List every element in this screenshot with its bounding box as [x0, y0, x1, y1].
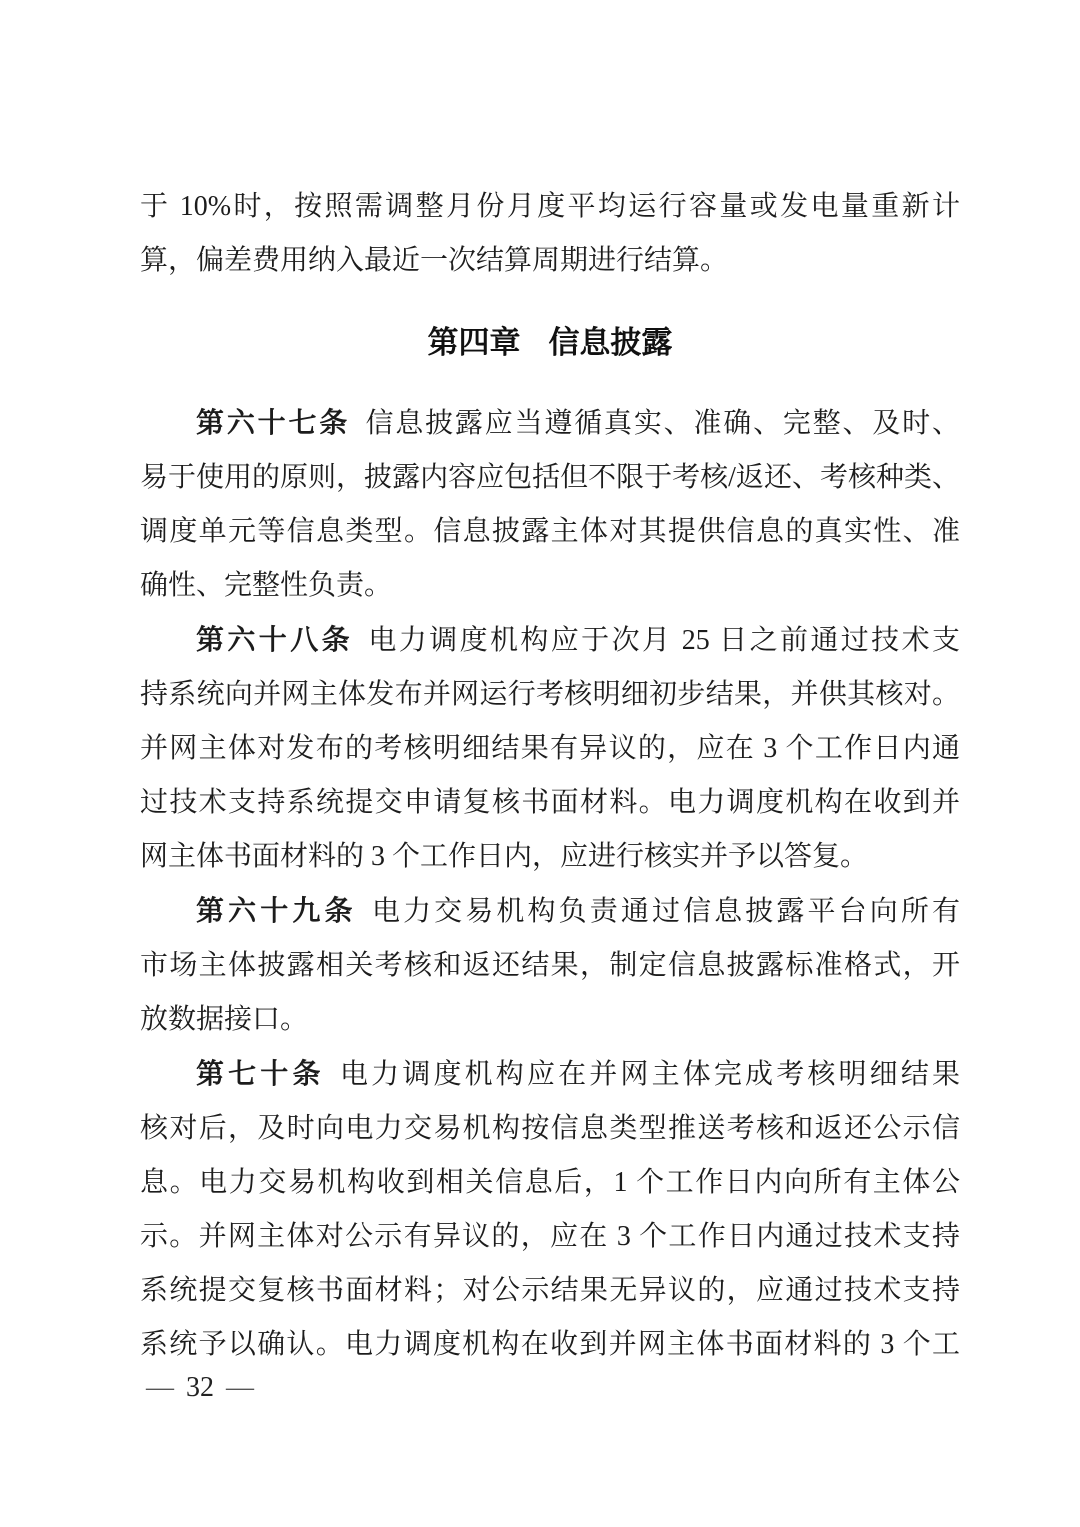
- line-text: 电力调度机构应在并网主体完成考核明细结果: [340, 1059, 960, 1090]
- chapter-heading: [140, 316, 960, 370]
- chapter-title: 信息披露: [548, 325, 673, 360]
- text-line: [140, 234, 960, 288]
- line-text: 息。电力交易机构收到相关信息后，1 个工作日内向所有主体公: [140, 1167, 960, 1198]
- text-line: [140, 559, 960, 613]
- line-text: 系统予以确认。电力调度机构在收到并网主体书面材料的 3 个工: [140, 1329, 960, 1360]
- line-text: 于 10%时，按照需调整月份月度平均运行容量或发电量重新计: [140, 191, 960, 222]
- article-number: 第六十八条: [196, 624, 353, 655]
- article-number: 第六十七条: [196, 407, 351, 438]
- text-line: [140, 939, 960, 993]
- page-footer: [146, 1366, 254, 1410]
- line-text: 市场主体披露相关考核和返还结果，制定信息披露标准格式，开: [140, 950, 960, 981]
- text-line: [140, 668, 960, 722]
- text-line: [140, 505, 960, 559]
- text-line: [140, 1047, 960, 1102]
- article-number: 第七十条: [196, 1058, 325, 1089]
- line-text: 放数据接口。: [140, 1004, 309, 1035]
- text-line: [140, 830, 960, 884]
- text-line: [140, 1156, 960, 1210]
- text-line: [140, 1264, 960, 1318]
- page-number: 32: [186, 1372, 214, 1403]
- line-text: 核对后，及时向电力交易机构按信息类型推送考核和返还公示信: [140, 1113, 960, 1144]
- text-line: [140, 1318, 960, 1372]
- line-text: 持系统向并网主体发布并网运行考核明细初步结果，并供其核对。: [140, 679, 960, 710]
- footer-dash-right: —: [226, 1372, 254, 1403]
- text-line: [140, 1102, 960, 1156]
- text-line: [140, 776, 960, 830]
- text-line: [140, 396, 960, 451]
- text-line: [140, 451, 960, 505]
- chapter-number: 第四章: [427, 325, 521, 360]
- line-text: 调度单元等信息类型。信息披露主体对其提供信息的真实性、准: [140, 516, 960, 547]
- line-text: 并网主体对发布的考核明细结果有异议的，应在 3 个工作日内通: [140, 733, 960, 764]
- line-text: 确性、完整性负责。: [140, 570, 393, 601]
- article-number: 第六十九条: [196, 895, 357, 926]
- footer-dash-left: —: [146, 1372, 174, 1403]
- text-line: [140, 1210, 960, 1264]
- line-text: 易于使用的原则，披露内容应包括但不限于考核/返还、考核种类、: [140, 462, 960, 493]
- line-text: 过技术支持系统提交申请复核书面材料。电力调度机构在收到并: [140, 787, 960, 818]
- line-text: 示。并网主体对公示有异议的，应在 3 个工作日内通过技术支持: [140, 1221, 960, 1252]
- line-text: 电力交易机构负责通过信息披露平台向所有: [371, 896, 960, 927]
- text-line: [140, 993, 960, 1047]
- line-text: 电力调度机构应于次月 25 日之前通过技术支: [368, 625, 960, 656]
- line-text: 信息披露应当遵循真实、准确、完整、及时、: [365, 408, 960, 439]
- text-line: [140, 180, 960, 234]
- text-line: [140, 722, 960, 776]
- line-text: 算，偏差费用纳入最近一次结算周期进行结算。: [140, 245, 729, 276]
- line-text: 网主体书面材料的 3 个工作日内，应进行核实并予以答复。: [140, 841, 869, 872]
- text-line: [140, 613, 960, 668]
- line-text: 系统提交复核书面材料；对公示结果无异议的，应通过技术支持: [140, 1275, 960, 1306]
- text-line: [140, 884, 960, 939]
- document-body: [140, 180, 960, 1372]
